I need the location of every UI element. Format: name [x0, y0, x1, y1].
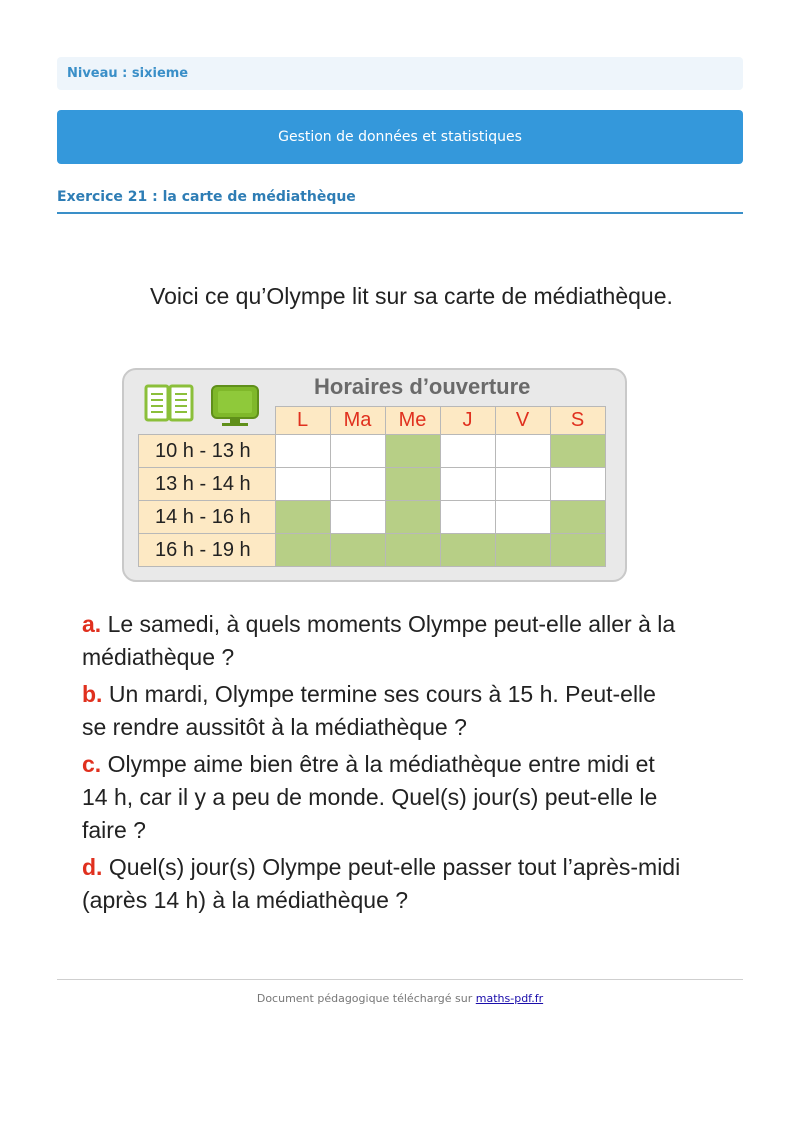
day-header: Me: [385, 407, 440, 435]
closed-cell: [440, 468, 495, 501]
footer-divider: [57, 979, 743, 980]
closed-cell: [275, 468, 330, 501]
closed-cell: [330, 468, 385, 501]
day-header: S: [550, 407, 605, 435]
question-label: a.: [82, 611, 102, 637]
question-text: Quel(s) jour(s) Olympe peut-elle passer tout l’après-midi (après 14 h) à la médiathèque ?: [82, 854, 681, 913]
open-cell: [550, 435, 605, 468]
question-label: b.: [82, 681, 103, 707]
closed-cell: [440, 435, 495, 468]
closed-cell: [330, 501, 385, 534]
time-slot-label: 16 h - 19 h: [139, 534, 276, 567]
schedule-row: [139, 435, 606, 468]
time-slot-label: 10 h - 13 h: [139, 435, 276, 468]
open-cell: [275, 534, 330, 567]
closed-cell: [440, 501, 495, 534]
time-slot-label: 13 h - 14 h: [139, 468, 276, 501]
open-cell: [385, 501, 440, 534]
exercise-intro: Voici ce qu’Olympe lit sur sa carte de médiathèque.: [150, 283, 673, 309]
closed-cell: [330, 435, 385, 468]
closed-cell: [550, 468, 605, 501]
footer-text: Document pédagogique téléchargé sur: [256, 992, 473, 1005]
open-cell: [330, 534, 385, 567]
question-b: [82, 678, 682, 744]
exercise-title: Exercice 21 : la carte de médiathèque: [57, 189, 356, 205]
corner-cell: [139, 407, 276, 435]
day-header: L: [275, 407, 330, 435]
opening-hours-table: [138, 406, 606, 567]
footer: [0, 992, 800, 1005]
open-cell: [385, 435, 440, 468]
open-cell: [440, 534, 495, 567]
closed-cell: [495, 435, 550, 468]
open-cell: [385, 468, 440, 501]
open-cell: [495, 534, 550, 567]
time-slot-label: 14 h - 16 h: [139, 501, 276, 534]
question-label: d.: [82, 854, 103, 880]
card-title: Horaires d’ouverture: [314, 374, 531, 399]
exercise-heading: [57, 186, 743, 214]
question-c: [82, 748, 682, 847]
level-label: Niveau : sixieme: [67, 66, 189, 81]
closed-cell: [495, 468, 550, 501]
question-d: [82, 851, 682, 917]
question-text: Le samedi, à quels moments Olympe peut-elle aller à la médiathèque ?: [82, 611, 676, 670]
question-a: [82, 608, 682, 674]
day-header: Ma: [330, 407, 385, 435]
topic-banner: [57, 110, 743, 164]
footer-link[interactable]: maths-pdf.fr: [475, 992, 544, 1005]
days-header-row: [139, 407, 606, 435]
closed-cell: [495, 501, 550, 534]
question-text: Olympe aime bien être à la médiathèque entre midi et 14 h, car il y a peu de monde. Quel(s) jour(s) peut-elle le faire ?: [82, 751, 658, 843]
open-cell: [550, 501, 605, 534]
open-cell: [385, 534, 440, 567]
schedule-row: [139, 534, 606, 567]
topic-title: Gestion de données et statistiques: [278, 129, 522, 145]
schedule-row: [139, 468, 606, 501]
question-label: c.: [82, 751, 102, 777]
closed-cell: [275, 435, 330, 468]
day-header: V: [495, 407, 550, 435]
questions-list: [82, 608, 682, 921]
exercise-content: [82, 280, 682, 913]
library-card: [122, 368, 627, 582]
level-banner: [57, 57, 743, 90]
schedule-row: [139, 501, 606, 534]
open-cell: [275, 501, 330, 534]
day-header: J: [440, 407, 495, 435]
question-text: Un mardi, Olympe termine ses cours à 15 h. Peut-elle se rendre aussitôt à la médiathèque ?: [82, 681, 656, 740]
open-cell: [550, 534, 605, 567]
